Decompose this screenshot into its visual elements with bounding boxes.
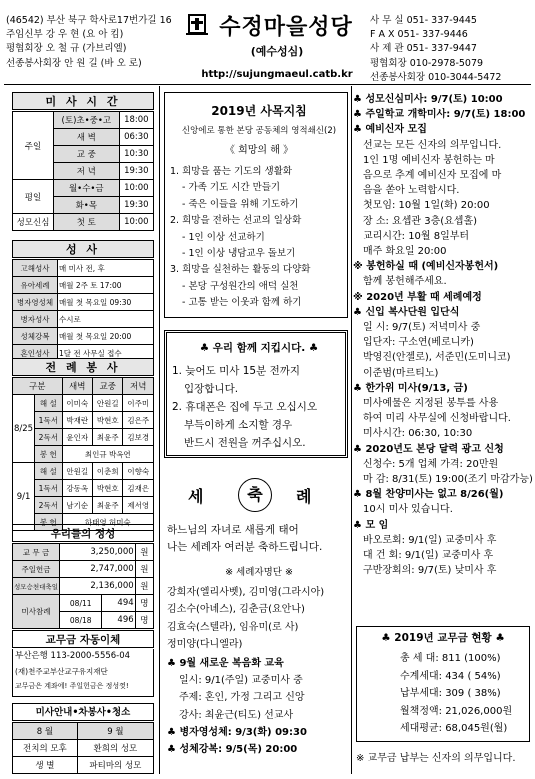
baptism-list-title: ※ 세례자명단 ※ [225,567,293,578]
pastoral-title: 2019년 사목지침 [211,104,307,118]
notice-line: ♣ 예비신자 모집 [353,124,427,136]
celebration-emblem: 축 [238,478,272,512]
tithe-footer: ※ 교무금 납부는 신자의 의무입니다. [356,753,516,764]
notice-line: 첫모임: 10월 1일(화) 20:00 [363,200,490,212]
notice-line: 구반장회의: 9/7(토) 낮미사 후 [363,565,497,577]
rules-list: 1. 늦어도 미사 15분 전까지 입장합니다. 2. 휴대폰은 집에 두고 오십시오 부득이하게 소지할 경우 반드시 전원을 꺼주십시오. [172,365,318,449]
sacrament-table: 고해성사 매 미사 전, 후 유아세례 매월 2주 토 17:00 병자영성체 매월 첫 목요일 09:30 병자성사 수시로 성체강복 매월 첫 목요일 20:00 혼인성사 1달 전 사무실 접수 [12,259,154,362]
notice-line: ※ 2020년 부활 때 세례예정 [353,291,482,303]
notice-line: 박영진(안젤로), 서준민(도미니코) [363,352,511,364]
notice-line: 1인 1명 예비신자 봉헌하는 마 [363,154,495,166]
notice-line: 미사시간: 06:30, 10:30 [363,428,473,440]
pastoral-motto: 《 희망의 해 》 [224,145,294,156]
notice-line: 마 감: 8/31(토) 19:00(조기 마감가능) [363,474,533,486]
notice-line: 대 건 회: 9/1(일) 교중미사 후 [363,550,494,562]
notice-line: 장 소: 요셉관 3층(요셉홀) [363,215,478,227]
notice-line: ※ 봉헌하실 때 (예비신자봉헌서) [353,261,499,273]
notice-line: 이준범(마르티노) [363,367,439,379]
notice-line: 음을 쏟아 노력합시다. [363,185,460,197]
pastor: 주임신부 강 우 현 (요 아 킴) [6,29,124,41]
notice-line: 신청수: 5개 업체 가격: 20만원 [363,458,499,470]
mass-times-table: 주일 (토)초•중•고 18:00 새 벽 06:30 교 중 10:30 저 녁 19:30 평일 월•수•금 10:00 화•목 19:30 성모신심 첫 토 10:00 [12,111,154,231]
sacrament-title: 성 사 [12,240,154,258]
header-divider [4,84,531,85]
baptism-heading: 세 축 례 [188,478,328,514]
parish-title: 수정마을성당 [188,10,366,41]
notice-line: 하여 미리 사무실에 신청바랍니다. [363,413,511,425]
header-title-block [188,10,366,80]
council-president: 평협회장 오 철 규 (가브리엘) [6,43,127,55]
notice-line: 선교는 모든 신자의 의무입니다. [363,139,502,151]
rectory-phone: 사 제 관 051- 337-9447 [370,43,477,55]
fax: F A X 051- 337-9446 [370,29,468,41]
pastoral-header [167,102,351,156]
funeral-phone: 선종봉사회장 010-3044-5472 [370,71,502,83]
notice-line: 바오로회: 9/1(일) 교중미사 후 [363,534,497,546]
left-divider [159,86,160,774]
altar-service-title: 전 례 봉 사 [12,358,154,376]
header-contact-right [370,14,532,85]
account-holder: (재)천주교부산교구유지재단 [15,667,108,676]
notice-line: ♣ 2020년도 본당 달력 광고 신청 [353,443,504,455]
notice-line: 미사예물은 지정된 봉투를 사용 [363,398,499,410]
middle-notices: ♣ 9월 새로운 복음화 교육 일시: 9/1(주일) 교중미사 중 주제: 혼인, 가정 그리고 신앙 강사: 최윤근(티도) 선교사 ♣ 병자영성체: 9/3(화) 09:30 ♣ 성체강복: 9/5(목) 20:00 [167,658,307,756]
notice-line: 함께 봉헌해주세요. [363,276,447,288]
rules-title: ♣ 우리 함께 지킵시다. ♣ [199,342,319,354]
notice-line: 교리시간: 10월 8일부터 [363,230,470,242]
bank-account: 부산은행 113-2000-5556-04 [15,651,131,661]
notice-line: ♣ 8월 찬양미사는 없고 8/26(월) [353,489,504,501]
mass-weekday-label: 평일 [13,180,54,214]
notice-line: ♣ 성모신심미사: 9/7(토) 10:00 [353,94,503,105]
transfer-info [12,649,154,697]
notice-line: 일 시: 9/7(토) 저녁미사 중 [363,322,481,334]
tithe-status-title: ♣ 2019년 교무금 현황 ♣ [381,632,505,644]
transfer-note: 교무금은 계좌에! 주일헌금은 정성껏! [15,682,129,690]
address: (46542) 부산 북구 학사로17번가길 16 [6,15,172,26]
parish-subtitle: (예수성심) [250,45,304,58]
notice-line: 음으로 추계 예비신자 모집에 마 [363,170,502,182]
mass-sunday-label: 주일 [13,112,54,180]
offering-title: 우리들의 정성 [12,524,154,542]
office-phone: 사 무 실 051- 337-9445 [370,15,477,26]
notices-list [353,92,533,579]
council-phone: 평협회장 010-2978-5079 [370,57,484,69]
notice-line: 10시 미사 있습니다. [363,504,453,516]
altar-service-table: 구분 새벽 교중 저녁 8/25 해 설 이미숙 안원길 이주미 1독서 박재란 박현호 김은주 2독서 윤인자 최윤주 김보경 봉 헌 최인규 박옥연 9/1 해 설 안원길 이춘희 이향숙 1독서 강동옥 박현호 김재은 2독서 남기순 최윤주 제서영 봉 헌 하태영 허미숙 [12,377,154,531]
notice-line: ♣ 신입 복사단원 입단식 [353,306,460,318]
mass-times-title: 미 사 시 간 [12,92,154,110]
cleaning-title: 미사안내•차봉사•청소 [12,703,154,721]
notice-line: ♣ 한가위 미사(9/13, 금) [353,382,468,394]
pastoral-subtitle: 신앙에로 통한 본당 공동체의 영적쇄신(2) [181,126,337,136]
parish-url[interactable]: http://sujungmaeul.catb.kr [201,69,353,80]
church-logo-icon [186,12,208,36]
notice-line: ♣ 모 임 [353,519,389,531]
baptism-names: 강희자(엘리사벳), 김미영(그라시아) 김소수(아녜스), 김춘금(요안나) 김효숙(스텔라), 임유미(로 사) 정미양(다니엘라) [167,587,325,651]
notice-line: 입단자: 구소연(베로니카) [363,337,474,349]
funeral-president: 선종봉사회장 안 원 길 (바 오 로) [6,57,142,69]
baptism-message: 하느님의 자녀로 새롭게 태어 나는 세례자 여러분 축하드립니다. [167,524,323,553]
tithe-status-lines: 총 세 대: 811 (100%) 수계세대: 434 ( 54%) 납부세대: 309 ( 38%) 월책정액: 21,026,000원 세대평균: 68,045원(월) [400,653,513,734]
offering-table: 교 무 금 3,250,000 원 주일헌금 2,747,000 원 성모승천대축일 2,136,000 원 미사참례 08/11 494 명 08/18 496 명 [12,543,154,629]
transfer-title: 교무금 자동이체 [12,630,154,648]
notice-line: ♣ 주일학교 개학미사: 9/7(토) 18:00 [353,109,526,121]
notice-line: 매주 화요일 20:00 [363,246,447,258]
header-info-left [6,14,184,71]
pastoral-list: 1. 희망을 품는 기도의 생활화 - 가족 기도 시간 만들기 - 죽은 이들을 위해 기도하기 2. 희망을 전하는 선교의 일상화 - 1인 이상 선교하기 - 1인 이상 냉담교우 돌보기 3. 희망을 실천하는 활동의 다양화 - 본당 구성원간의 애덕 실천 - 고통 받는 이웃과 함께 하기 [170,166,311,309]
cleaning-table: 8 월 9 월 전치의 모후 환희의 성모 생 별 파티마의 성모 [12,722,154,774]
